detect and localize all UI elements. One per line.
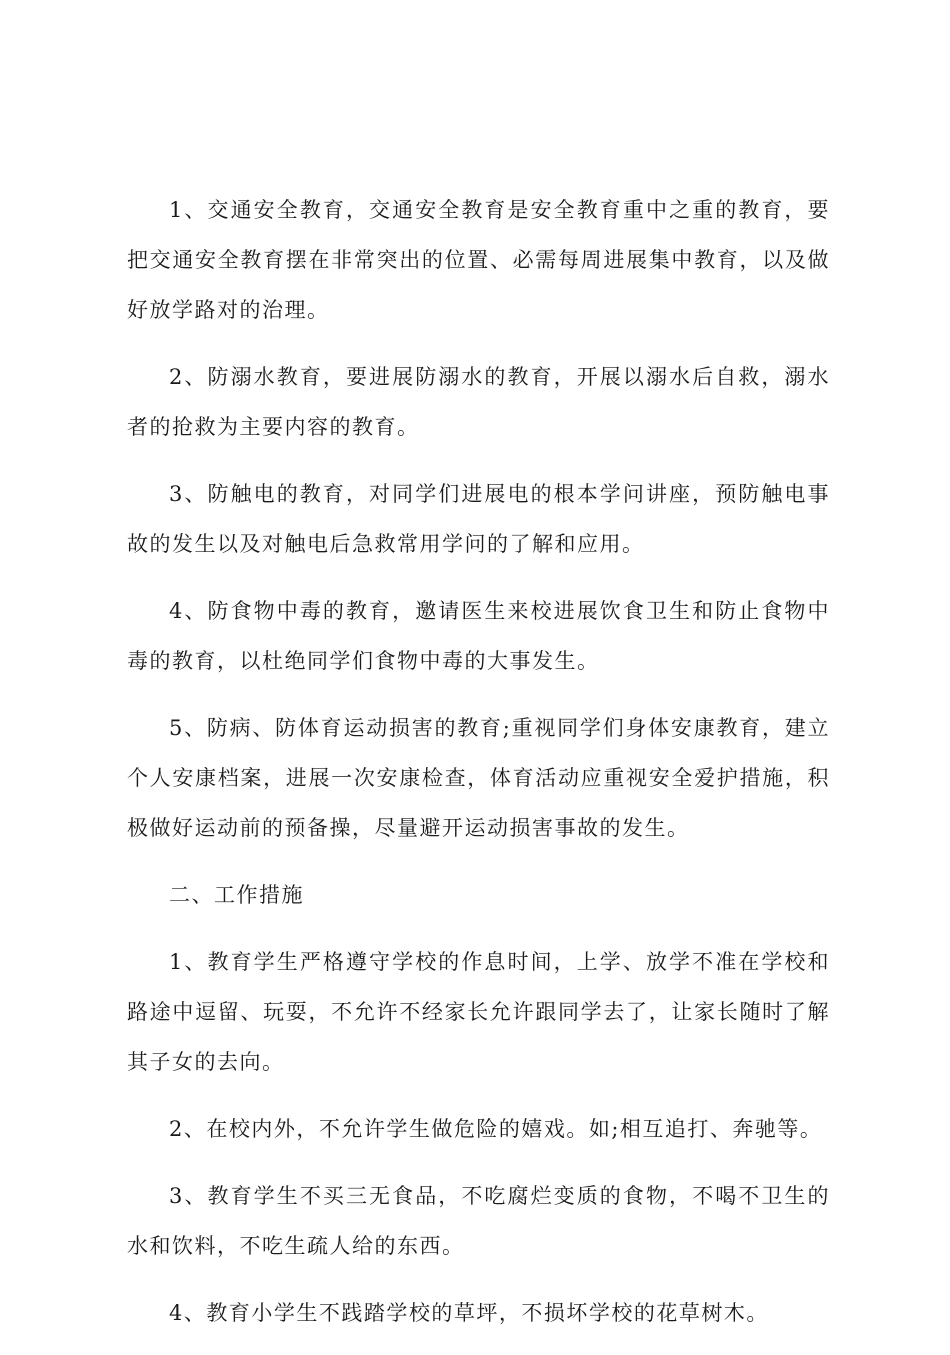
document-body bbox=[127, 185, 830, 1355]
paragraph-food-hygiene: 3、教育学生不买三无食品，不吃腐烂变质的食物，不喝不卫生的水和饮料，不吃生疏人给的东西。 bbox=[127, 1184, 830, 1258]
paragraph-food-poisoning: 4、防食物中毒的教育，邀请医生来校进展饮食卫生和防止食物中毒的教育，以杜绝同学们食物中毒的大事发生。 bbox=[127, 599, 830, 673]
section-heading-work-measures: 二、工作措施 bbox=[169, 883, 304, 907]
paragraph-traffic-safety: 1、交通安全教育，交通安全教育是安全教育重中之重的教育，要把交通安全教育摆在非常突出的位置、必需每周进展集中教育，以及做好放学路对的治理。 bbox=[127, 198, 830, 322]
paragraph-dangerous-games: 2、在校内外，不允许学生做危险的嬉戏。如;相互追打、奔驰等。 bbox=[169, 1117, 823, 1141]
paragraph-school-hours: 1、教育学生严格遵守学校的作息时间，上学、放学不准在学校和路途中逗留、玩耍，不允许不经家长允许跟同学去了，让家长随时了解其子女的去向。 bbox=[127, 950, 830, 1074]
paragraph-electric-shock: 3、防触电的教育，对同学们进展电的根本学问讲座，预防触电事故的发生以及对触电后急救常用学问的了解和应用。 bbox=[127, 482, 830, 556]
paragraph-drowning-prevention: 2、防溺水教育，要进展防溺水的教育，开展以溺水后自救，溺水者的抢救为主要内容的教育。 bbox=[127, 365, 830, 439]
paragraph-lawn-protection: 4、教育小学生不践踏学校的草坪，不损坏学校的花草树木。 bbox=[169, 1301, 769, 1325]
paragraph-sports-injury: 5、防病、防体育运动损害的教育;重视同学们身体安康教育，建立个人安康档案，进展一次安康检查，体育活动应重视安全爱护措施，积极做好运动前的预备操，尽量避开运动损害事故的发生。 bbox=[127, 716, 830, 840]
